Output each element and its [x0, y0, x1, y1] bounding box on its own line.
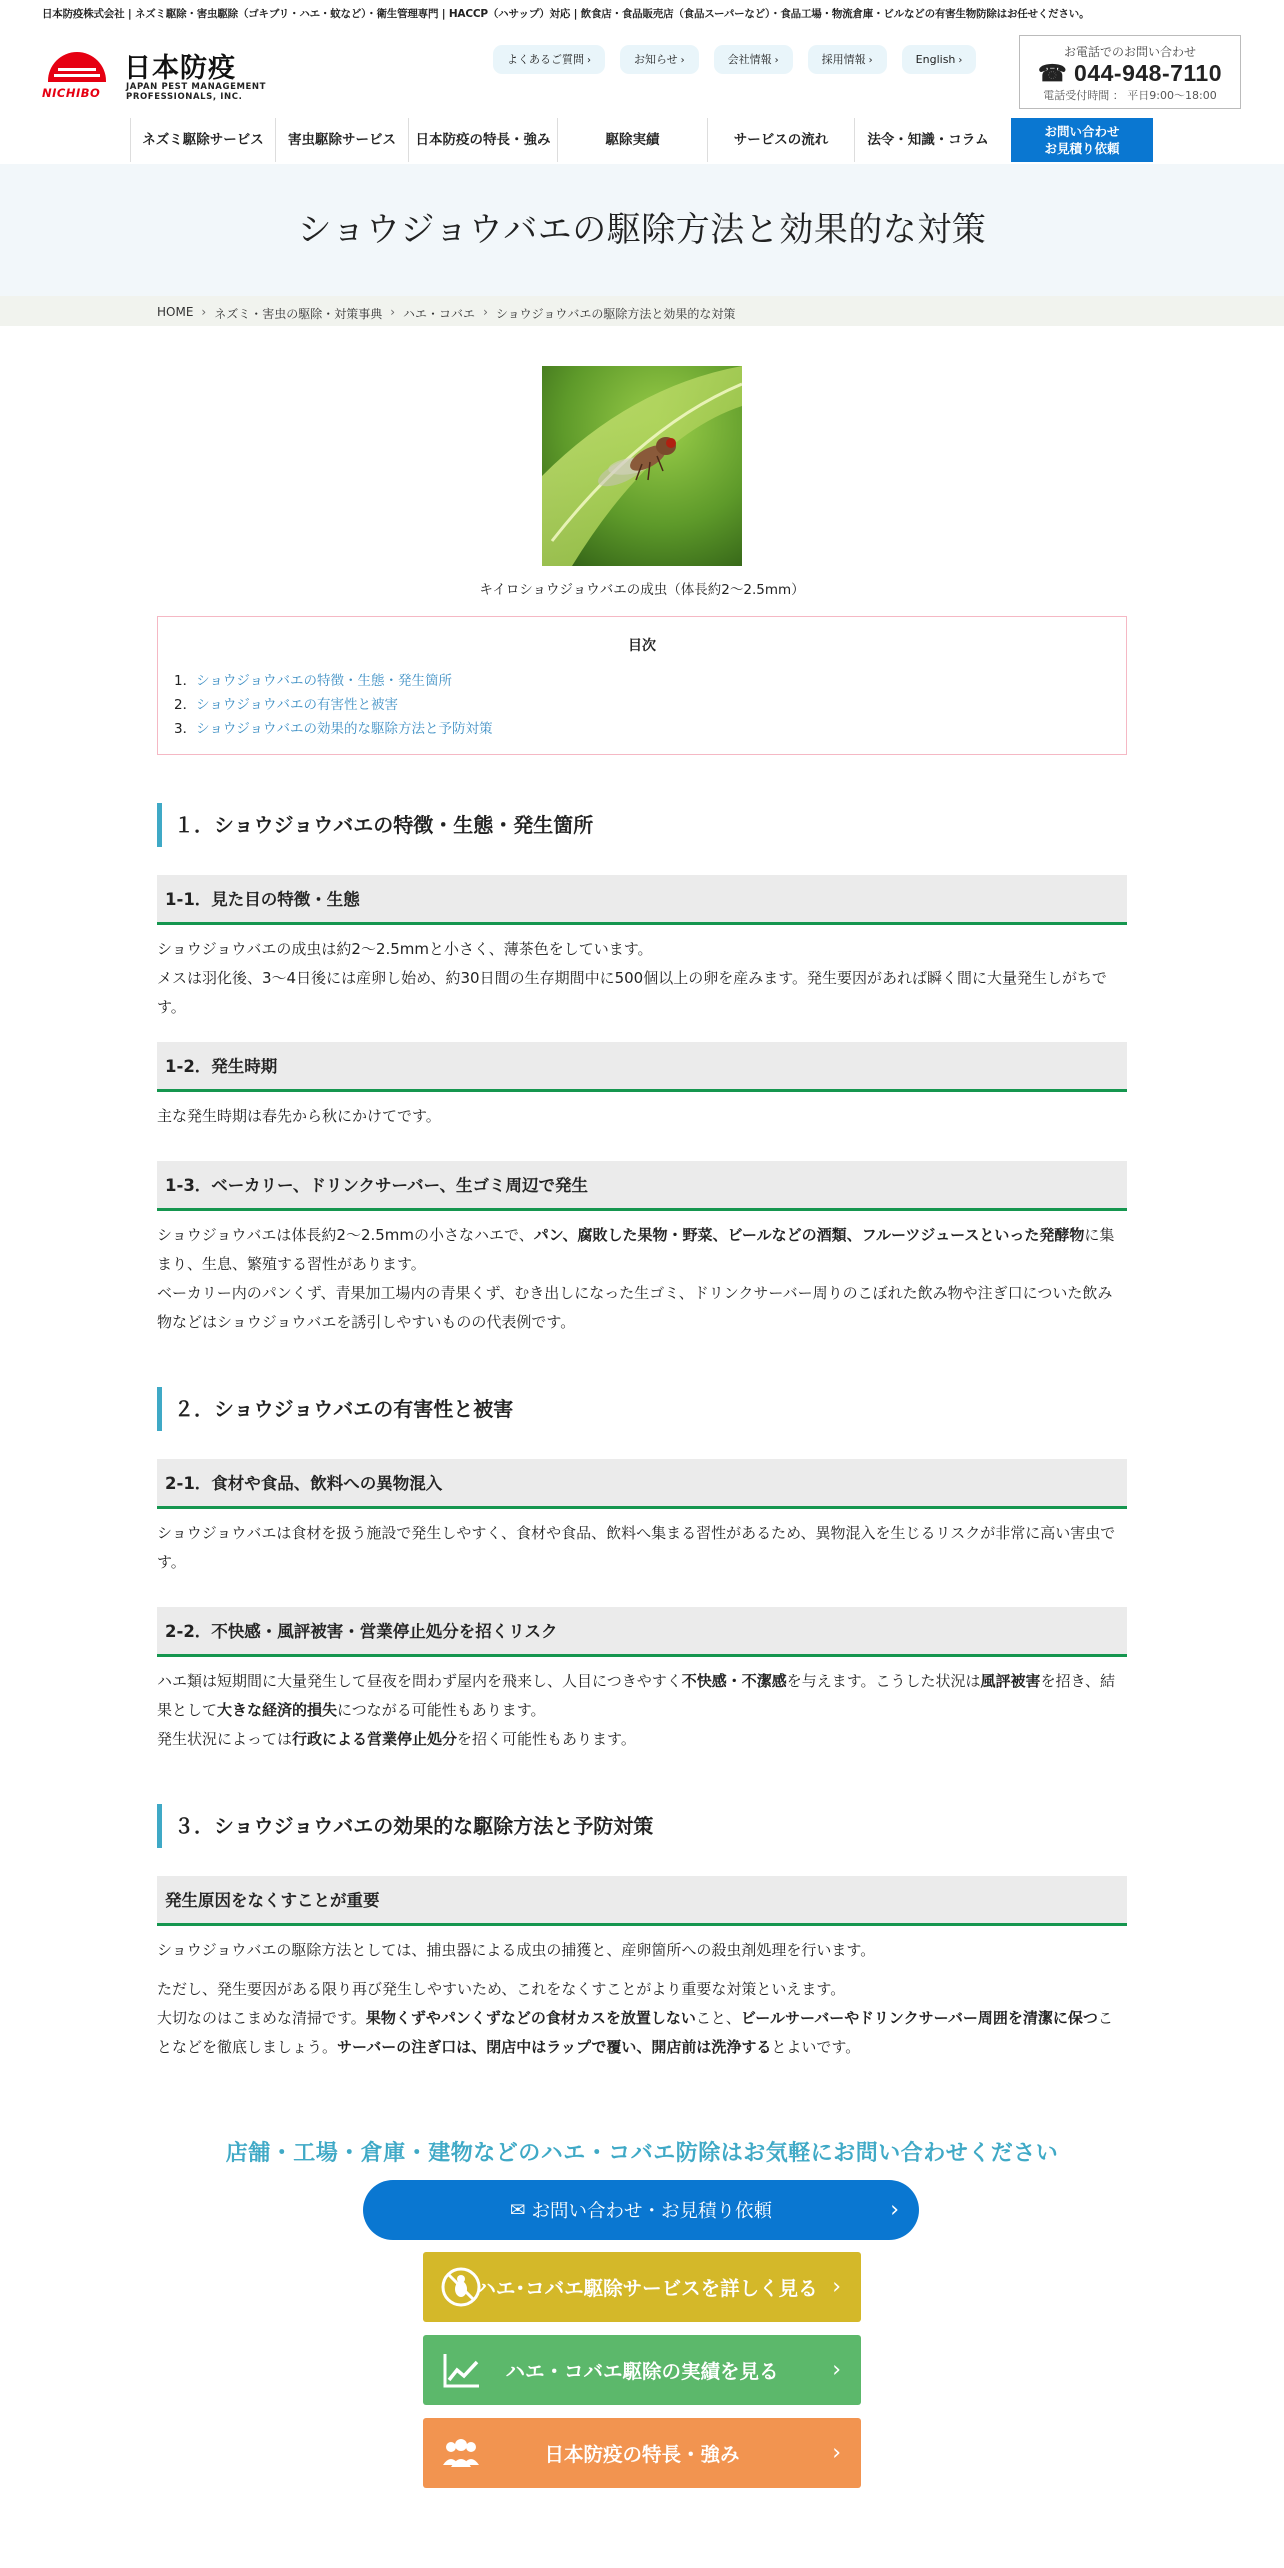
section-1-3-heading: 1-3．ベーカリー、ドリンクサーバー、生ゴミ周辺で発生: [157, 1161, 1127, 1211]
chevron-right-icon: ›: [390, 305, 396, 319]
site-header: [0, 26, 1284, 116]
chevron-right-icon: ›: [483, 305, 488, 319]
logo-english-line2: PROFESSIONALS, INC.: [126, 92, 243, 102]
nav-column[interactable]: 法令・知識・コラム: [854, 118, 1001, 162]
bold-text: ビールサーバーやドリンクサーバー周囲を清潔に保つ: [740, 2009, 1098, 2027]
breadcrumb-home[interactable]: HOME: [157, 305, 194, 319]
bold-text: サーバーの注ぎ口は、閉店中はラップで覆い、開店前は洗浄する: [337, 2038, 772, 2056]
chevron-right-icon: ›: [201, 305, 207, 319]
util-recruit-link[interactable]: [808, 45, 887, 74]
breadcrumb-encyclopedia[interactable]: ネズミ・害虫の駆除・対策事典: [214, 307, 383, 321]
contact-button-label: お問い合わせ・お見積り依頼: [531, 2201, 773, 2222]
logo-mark: NICHIBO: [42, 86, 101, 100]
bold-text: 不快感・不潔感: [681, 1672, 787, 1690]
site-logo[interactable]: [42, 46, 272, 106]
figure-caption: キイロショウジョウバエの成虫（体長約2～2.5mm）: [479, 582, 805, 598]
text: ハエ類は短期間に大量発生して昼夜を問わず屋内を飛来し、人目につきやすく: [157, 1672, 682, 1690]
nav-rat-service[interactable]: ネズミ駆除サービス: [130, 118, 275, 162]
toc-title: 目次: [628, 638, 656, 654]
chevron-right-icon: ›: [832, 2440, 841, 2466]
util-label: お知らせ: [634, 53, 678, 66]
toc-item: [174, 693, 1110, 717]
nav-service-flow[interactable]: サービスの流れ: [707, 118, 854, 162]
breadcrumb-current: ショウジョウバエの駆除方法と効果的な対策: [495, 307, 736, 321]
paragraph: [157, 935, 1127, 1022]
table-of-contents: [157, 616, 1127, 755]
breadcrumb-category[interactable]: ハエ・コバエ: [403, 307, 476, 321]
paragraph: 主な発生時期は春先から秋にかけてです。: [157, 1107, 441, 1125]
service-details-button[interactable]: [423, 2252, 861, 2322]
features-button[interactable]: [423, 2418, 861, 2488]
logo-name: 日本防疫: [124, 53, 236, 84]
bold-text: 大きな経済的損失: [217, 1701, 338, 1719]
paragraph: ショウジョウバエの駆除方法としては、捕虫器による成虫の捕獲と、産卵箇所への殺虫剤処理を行います。: [157, 1941, 876, 1959]
sun-logo-icon: [48, 52, 106, 82]
nav-contact-line1: お問い合わせ: [1044, 124, 1120, 139]
phone-contact-box[interactable]: [1019, 35, 1241, 109]
chevron-right-icon: ›: [587, 55, 591, 66]
util-label: English: [915, 53, 956, 66]
toc-item: [174, 717, 1110, 741]
main-nav: [130, 118, 1153, 162]
toc-num: 1．: [174, 673, 197, 689]
nav-pest-service[interactable]: 害虫駆除サービス: [275, 118, 408, 162]
article-figure: [157, 366, 1127, 598]
text: 発生状況によっては: [157, 1730, 293, 1748]
results-button[interactable]: [423, 2335, 861, 2405]
nav-contact-line2: お見積り依頼: [1044, 141, 1120, 156]
article-content: [157, 326, 1127, 2062]
page-title: ショウジョウバエの駆除方法と効果的な対策: [297, 210, 987, 250]
util-news-link[interactable]: [620, 45, 699, 74]
util-label: よくあるご質問: [507, 53, 584, 66]
results-label: ハエ・コバエ駆除の実績を見る: [505, 2360, 779, 2383]
toc-num: 3．: [174, 721, 197, 737]
nav-features[interactable]: 日本防疫の特長・強み: [408, 118, 557, 162]
envelope-icon: ✉: [509, 2199, 526, 2221]
breadcrumb-band: [0, 296, 1284, 326]
toc-num: 2．: [174, 697, 197, 713]
paragraph-line: ベーカリー内のパンくず、青果加工場内の青果くず、むき出しになった生ゴミ、ドリンクサーバー周りのこぼれた飲み物や注ぎ口についた飲み物などはショウジョウバエを誘引しやすいものの代表例です。: [157, 1284, 1113, 1331]
no-insect-icon: [439, 2265, 483, 2309]
text: に集まり、生息、繁殖する習性があります。: [157, 1226, 1115, 1273]
toc-link[interactable]: ショウジョウバエの効果的な駆除方法と予防対策: [196, 721, 493, 737]
text: を招き、結果として: [157, 1672, 1115, 1719]
text: につながる可能性もあります。: [337, 1701, 546, 1719]
phone-number[interactable]: [1020, 60, 1240, 87]
paragraph: ショウジョウバエは食材を扱う施設で発生しやすく、食材や食品、飲料へ集まる習性があるため、異物混入を生じるリスクが非常に高い害虫です。: [157, 1524, 1116, 1571]
chevron-right-icon: ›: [774, 55, 779, 66]
cta-heading: 店舗・工場・倉庫・建物などのハエ・コバエ防除はお気軽にお問い合わせください: [225, 2141, 1059, 2166]
line-chart-icon: [439, 2348, 483, 2392]
text: ショウジョウバエは体長約2～2.5mmの小さなハエで、: [157, 1226, 534, 1244]
paragraph-line: [157, 2004, 1127, 2062]
section-3-heading: ３．ショウジョウバエの効果的な駆除方法と予防対策: [157, 1804, 1127, 1848]
breadcrumb: [157, 305, 735, 322]
text: を与えます。こうした状況は: [786, 1672, 981, 1690]
site-tagline: 日本防疫株式会社 | ネズミ駆除・害虫駆除（ゴキブリ・ハエ・蚊など）・衛生管理専門 | HACCP（ハサップ）対応 | 飲食店・食品販売店（食品スーパーなど）・食品工場・物流倉庫・ビルなどの有害生物防除はお任せください。: [42, 8, 1090, 20]
text: ことなどを徹底しましょう。: [157, 2009, 1113, 2056]
paragraph: [157, 1221, 1127, 1337]
paragraph-line: ショウジョウバエの成虫は約2～2.5mmと小さく、薄茶色をしています。: [157, 940, 653, 958]
chevron-right-icon: ›: [890, 2197, 899, 2223]
bold-text: 風評被害: [980, 1672, 1041, 1690]
paragraph: [157, 1667, 1127, 1754]
paragraph-line: メスは羽化後、3～4日後には産卵し始め、約30日間の生存期間中に500個以上の卵を産みます。発生要因があれば瞬く間に大量発生しがちです。: [157, 969, 1107, 1016]
utility-nav: [493, 45, 976, 74]
features-label: 日本防疫の特長・強み: [544, 2443, 740, 2466]
paragraph-line: [157, 1221, 1127, 1279]
people-group-icon: [439, 2431, 483, 2475]
paragraph-line: ただし、発生要因がある限り再び発生しやすいため、これをなくすことがより重要な対策といえます。: [157, 1980, 846, 1998]
fruit-fly-photo: [542, 366, 742, 566]
text: 大切なのはこまめな清掃です。: [157, 2009, 366, 2027]
util-company-link[interactable]: [714, 45, 793, 74]
toc-link[interactable]: ショウジョウバエの有害性と被害: [196, 697, 399, 713]
section-2-1-heading: 2-1．食材や食品、飲料への異物混入: [157, 1459, 1127, 1509]
service-details-label: ハエ･コバエ駆除サービスを詳しく見る: [476, 2277, 818, 2300]
nav-results[interactable]: 駆除実績: [557, 118, 707, 162]
toc-link[interactable]: ショウジョウバエの特徴・生態・発生箇所: [196, 673, 453, 689]
util-faq-link[interactable]: [493, 45, 605, 74]
toc-item: [174, 669, 1110, 693]
section-2-heading: ２．ショウジョウバエの有害性と被害: [157, 1387, 1127, 1431]
bold-text: パン、腐敗した果物・野菜、ビールなどの酒類、フルーツジュースといった発酵物: [533, 1226, 1085, 1244]
logo-english-line1: JAPAN PEST MANAGEMENT: [126, 82, 267, 92]
contact-button[interactable]: [363, 2180, 919, 2240]
bold-text: 果物くずやパンくずなどの食材カスを放置しない: [365, 2009, 696, 2027]
text: とよいです。: [771, 2038, 861, 2056]
chevron-right-icon: ›: [832, 2274, 841, 2300]
section-1-2-heading: 1-2．発生時期: [157, 1042, 1127, 1092]
section-3-1-heading: 発生原因をなくすことが重要: [157, 1876, 1127, 1926]
phone-number-text: 044-948-7110: [1074, 60, 1222, 86]
util-label: 採用情報: [821, 53, 866, 66]
nav-contact-button[interactable]: [1011, 118, 1153, 162]
section-1-heading: １．ショウジョウバエの特徴・生態・発生箇所: [157, 803, 1127, 847]
chevron-right-icon: ›: [832, 2357, 841, 2383]
paragraph-line: [157, 1667, 1127, 1725]
paragraph-line: [157, 1725, 1127, 1754]
chevron-right-icon: ›: [868, 55, 873, 66]
phone-hours: 電話受付時間 ： 平日9:00～18:00: [1043, 89, 1217, 102]
util-label: 会社情報: [727, 53, 772, 66]
section-1-1-heading: 1-1．見た目の特徴・生態: [157, 875, 1127, 925]
telephone-icon: ☎: [1037, 60, 1075, 86]
chevron-right-icon: ›: [680, 55, 685, 66]
util-english-link[interactable]: [902, 45, 977, 74]
bold-text: 行政による営業停止処分: [292, 1730, 458, 1748]
text: こと、: [695, 2009, 741, 2027]
paragraph: [157, 1975, 1127, 2062]
phone-label: お電話でのお問い合わせ: [1063, 45, 1196, 59]
text: を招く可能性もあります。: [457, 1730, 636, 1748]
title-band: [0, 164, 1284, 296]
logo-english: [126, 82, 266, 102]
section-2-2-heading: 2-2．不快感・風評被害・営業停止処分を招くリスク: [157, 1607, 1127, 1657]
chevron-right-icon: ›: [958, 55, 963, 66]
